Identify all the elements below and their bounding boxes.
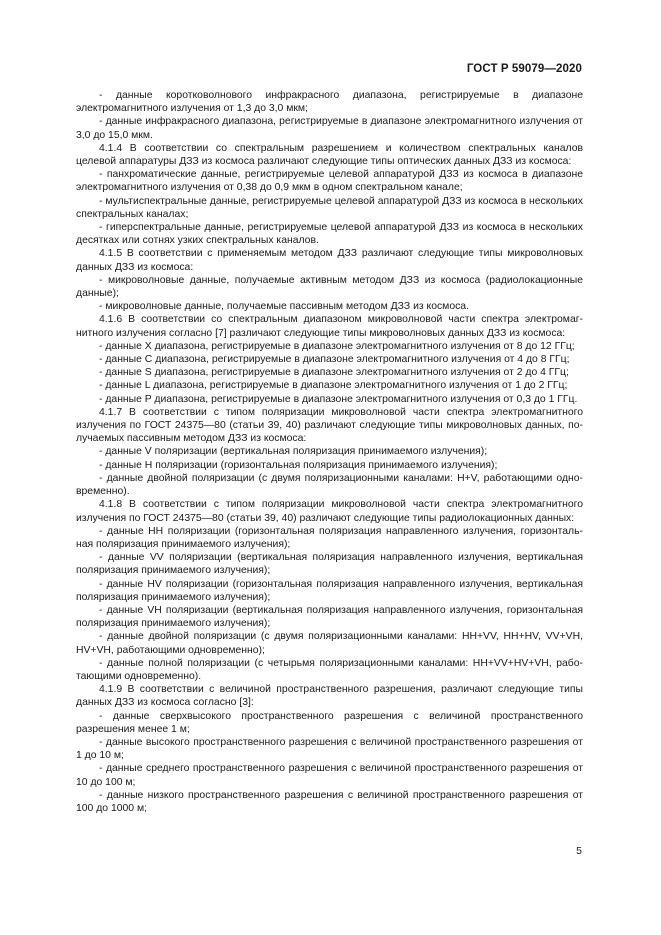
paragraph: - данные S диапазона, регистрируемые в диапазоне электромагнитного излучения от 2 до 4 ГГц; xyxy=(99,367,569,379)
paragraph: - мультиспектральные данные, регистрируемые целевой аппаратурой ДЗЗ из космоса в нескольких спектральных каналах; xyxy=(76,195,583,220)
paragraph: 4.1.7 В соответствии с типом поляризации микроволновой части спектра электромагнитного излучения по ГОСТ 24375—80 (статьи 39, 40) различают следующие типы микроволновых данных, получаемых пассивным методом ДЗЗ из космоса: xyxy=(76,406,583,445)
document-header: ГОСТ Р 59079—2020 xyxy=(466,63,582,75)
paragraph: - микроволновые данные, получаемые активным методом ДЗЗ из космоса (радиолокационные данные); xyxy=(76,274,583,300)
paragraph: - данные сверхвысокого пространственного разрешения с величиной пространственного разрешения менее 1 м; xyxy=(76,710,583,735)
paragraph: - данные V поляризации (вертикальная поляризация принимаемого излучения); xyxy=(99,446,488,458)
paragraph: - данные инфракрасного диапазона, регистрируемые в диапазоне электромагнитного излучения от 3,0 до 15,0 мкм. xyxy=(76,116,583,141)
paragraph: 4.1.8 В соответствии с типом поляризации микроволновой части спектра электромагнитного излучения по ГОСТ 24375—80 (статьи 39, 40) различают следующие типы радиолокационных данных: xyxy=(76,499,583,524)
paragraph: - микроволновые данные, получаемые пассивным методом ДЗЗ из космоса. xyxy=(99,301,469,313)
paragraph: - панхроматические данные, регистрируемые целевой аппаратурой ДЗЗ из космоса в диапазоне электромагнитного излучения от 0,38 до 0,9 мкм в одном спектральном канале; xyxy=(76,169,583,194)
paragraph: - данные низкого пространственного разрешения с величиной пространственного разрешения от 100 до 1000 м; xyxy=(76,789,583,814)
paragraph: - данные двойной поляризации (с двумя поляризационными каналами: H+V, работающими одновременно). xyxy=(76,472,583,498)
document-body xyxy=(76,89,583,815)
paragraph: - данные коротковолнового инфракрасного диапазона, регистрируемые в диапазоне электромагнитного излучения от 1,3 до 3,0 мкм; xyxy=(76,90,583,115)
paragraph: - данные двойной поляризации (с двумя поляризационными каналами: HH+VV, HH+HV, VV+VH, HV+VH, работающими одновременно); xyxy=(76,631,583,656)
paragraph: - данные X диапазона, регистрируемые в диапазоне электромагнитного излучения от 8 до 12 ГГц; xyxy=(99,340,575,352)
paragraph: - данные H поляризации (горизонтальная поляризация принимаемого излучения); xyxy=(99,459,498,471)
paragraph: - данные HH поляризации (горизонтальная поляризация направленного излучения, горизонтальная поляризация принимаемого излучения); xyxy=(76,525,583,550)
paragraph: - данные VH поляризации (вертикальная поляризация направленного излучения, горизонтальная поляризация принимаемого излучения); xyxy=(76,604,583,630)
paragraph: - данные VV поляризации (вертикальная поляризация направленного излучения, вертикальная поляризация принимаемого излучения); xyxy=(76,552,583,577)
page-number: 5 xyxy=(576,845,582,857)
paragraph: - данные среднего пространственного разрешения с величиной пространственного разрешения от 10 до 100 м; xyxy=(76,763,583,788)
paragraph: - данные высокого пространственного разрешения с величиной пространственного разрешения от 1 до 10 м; xyxy=(76,736,583,762)
paragraph: - данные C диапазона, регистрируемые в диапазоне электромагнитного излучения от 4 до 8 ГГц; xyxy=(99,354,570,366)
paragraph: - данные P диапазона, регистрируемые в диапазоне электромагнитного излучения от 0,3 до 1 ГГц. xyxy=(99,393,578,405)
paragraph: - данные L диапазона, регистрируемые в диапазоне электромагнитного излучения от 1 до 2 ГГц; xyxy=(99,380,568,392)
paragraph: - гиперспектральные данные, регистрируемые целевой аппаратурой ДЗЗ из космоса в нескольких десятках или сотнях узких спектральных каналов. xyxy=(76,222,583,247)
paragraph: 4.1.4 В соответствии со спектральным разрешением и количеством спектральных каналов целевой аппаратуры ДЗЗ из космоса различают следующие типы оптических данных ДЗЗ из космоса: xyxy=(76,142,583,168)
paragraph: 4.1.6 В соответствии со спектральным диапазоном микроволновой части спектра электромагнитного излучения согласно [7] различают следующие типы микроволновых данных ДЗЗ из космоса: xyxy=(76,314,583,339)
paragraph: - данные HV поляризации (горизонтальная поляризация направленного излучения, вертикальная поляризация принимаемого излучения); xyxy=(76,578,583,603)
paragraph: 4.1.9 В соответствии с величиной пространственного разрешения, различают следующие типы данных ДЗЗ из космоса согласно [3]: xyxy=(76,684,583,709)
paragraph: 4.1.5 В соответствии с применяемым методом ДЗЗ различают следующие типы микроволновых данных ДЗЗ из космоса: xyxy=(76,248,583,273)
paragraph: - данные полной поляризации (с четырьмя поляризационными каналами: HH+VV+HV+VH, работающими одновременно). xyxy=(76,657,583,682)
